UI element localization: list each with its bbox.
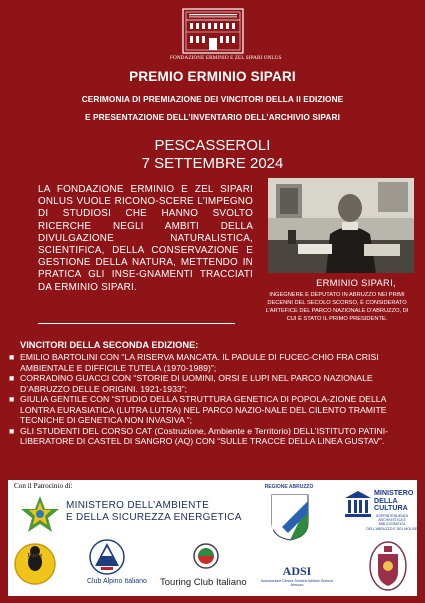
ministero-ambiente: MINISTERO DELL’AMBIENTE E DELLA SICUREZZA ENERGETICA [66,500,242,523]
erminio-sipari-photo [268,178,414,273]
regione-abruzzo-label: REGIONE ABRUZZO [264,484,314,490]
patronage-label: Con il Patrocinio di: [14,482,73,490]
ministero-cultura: MINISTERO DELLA CULTURA [374,489,414,512]
cai-logo [88,538,126,576]
list-item: ■ EMILIO BARTOLINI CON “LA RISERVA MANCATA. IL PADULE DI FUCEC-CHIO FRA CRISI AMBIENTALE E DIFFICILE TUTELA (1970-1989)”; [9,352,379,373]
winners-heading: VINCITORI DELLA SECONDA EDIZIONE: [20,340,199,350]
tci-logo [192,542,220,572]
cai-label: Club Alpino Italiano [87,578,147,585]
page-title: PREMIO ERMINIO SIPARI [129,69,296,84]
event-date: 7 SETTEMBRE 2024 [141,155,284,172]
subtitle-inventory: E PRESENTAZIONE DELL’INVENTARIO DELL’ARCHIVIO SIPARI [84,112,341,122]
logo-caption: FONDAZIONE ERMINIO E ZEL SIPARI ONLUS [170,55,282,61]
adsi-label: ADSI [282,564,312,578]
star-emblem-icon [18,494,62,534]
portrait-name: ERMINIO SIPARI, [316,277,396,288]
list-item: ■ GLI STUDENTI DEL CORSO CAT (Costruzione, Ambiente e Territorio) DELL’ISTITUTO PATINI-LIBERATORE DI CASTEL DI SANGRO (AQ) CON “SULLE TRACCE DELLA LINEA GUSTAV”. [9,425,389,446]
soprintendenza-label: SOPRINTENDENZA ARCHIVISTICA E BIBLIOGRAFICA DELL’ABRUZZO E DEL MOLISE [366,514,418,531]
divider [38,323,235,324]
list-item: ■ GIULIA GENTILE CON “STUDIO DELLA STRUTTURA GENETICA DI POPOLA-ZIONE DELLA LONTRA EURASIATICA (LUTRA LUTRA) NEL PARCO NAZIO-NALE DEL CILENTO TRAMITE TECNICHE DI GENETICA NON INVASIVA ”; [9,394,387,425]
patronage-panel [8,480,417,596]
list-item: ■ CORRADINO GUACCI CON “STORIE DI UOMINI, ORSI E LUPI NEL PARCO NAZIONALE D’ABRUZZO DELLE ORIGINI. 1921-1933”; [9,373,373,394]
regione-shield-icon [270,493,310,541]
palazzo-icon [182,8,244,54]
winners-list [8,352,420,447]
heraldic-seal-icon [368,540,408,592]
fondazione-logo [170,8,282,66]
intro-text: LA FONDAZIONE ERMINIO E ZEL SIPARI ONLUS VUOLE RICONO-SCERE L’IMPEGNO DI STUDIOSI CHE HANNO SVOLTO RICERCHE NEGLI AMBITI DELLA DIVULGAZIONE NATURALISTICA, SCIENTIFICA, DELLA CONSERVAZIONE E GESTIONE DELLA NATURA, METTENDO IN PRATICA GLI INSE-GNAMENTI TRACCIATI DA ERMINIO SIPARI. [38,184,253,293]
parco-bear-logo [14,536,56,592]
tci-label: Touring Club Italiano [160,577,247,588]
event-place: PESCASSEROLI [154,137,271,154]
portrait-caption: INGEGNERE E DEPUTATO IN ABRUZZO NEI PRIMI DECENNI DEL SECOLO SCORSO, È CONSIDERATO L’ARTEFICE DEL PARCO NAZIONALE D’ABRUZZO, DI CUI È STATO IL PRIMO PRESIDENTE. [265,292,409,323]
subtitle-ceremony: CERIMONIA DI PREMIAZIONE DEI VINCITORI DELLA II EDIZIONE [81,94,344,104]
adsi-sub-label: Associazione Dimore Storiche Italiane Sezione Abruzzo [260,579,334,588]
parco-label: Parco [27,553,43,559]
